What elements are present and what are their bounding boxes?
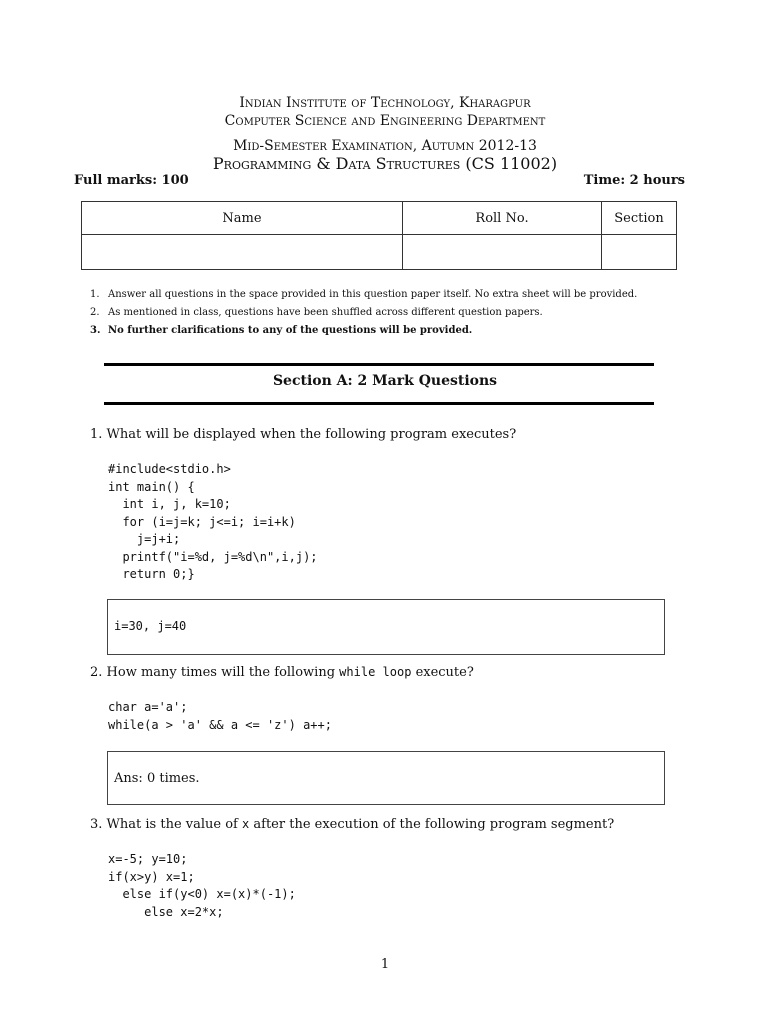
section-title: Section A: 2 Mark Questions (272, 373, 498, 389)
answer-box-2[interactable] (107, 751, 665, 805)
section-field[interactable] (602, 235, 677, 270)
full-marks: Full marks: 100 (74, 173, 189, 188)
answer-2: Ans: 0 times. (114, 771, 200, 786)
institute-name: Indian Institute of Technology, Kharagpur (239, 95, 531, 111)
instructions-list (90, 286, 710, 340)
question-2-code: char a='a'; while(a > 'a' && a <= 'z') a++; (108, 700, 332, 732)
section-rule-bottom (104, 402, 654, 405)
name-header: Name (82, 202, 403, 235)
question-3: 3. What is the value of x after the execution of the following program segment? (90, 817, 615, 832)
department-name: Computer Science and Engineering Department (224, 113, 546, 129)
question-2: 2. How many times will the following while loop execute? (90, 665, 474, 680)
answer-box-1[interactable] (107, 599, 665, 655)
roll-header: Roll No. (403, 202, 602, 235)
instruction-item: 3. No further clarifications to any of the questions will be provided. (90, 325, 473, 336)
question-3-code: x=-5; y=10; if(x>y) x=1; else if(y<0) x=(x)*(-1); else x=2*x; (108, 852, 296, 919)
question-1-code: #include<stdio.h> int main() { int i, j, k=10; for (i=j=k; j<=i; i=i+k) j=j+i; printf("i=%d, j=%d\n",i,j); return 0;} (108, 462, 318, 581)
course-title: Programming & Data Structures (CS 11002) (212, 154, 558, 173)
instruction-item: 1. Answer all questions in the space provided in this question paper itself. No extra sheet will be provided. (90, 289, 638, 300)
question-1: 1. What will be displayed when the following program executes? (90, 427, 517, 442)
instruction-item: 2. As mentioned in class, questions have been shuffled across different question papers. (90, 307, 543, 318)
name-field[interactable] (82, 235, 403, 270)
student-info-table (81, 201, 677, 270)
exam-time: Time: 2 hours (583, 173, 685, 188)
section-rule-top (104, 363, 654, 366)
roll-field[interactable] (403, 235, 602, 270)
section-header: Section (602, 202, 677, 235)
answer-1: i=30, j=40 (114, 619, 187, 633)
page-number: 1 (380, 957, 390, 972)
exam-name: Mid-Semester Examination, Autumn 2012-13 (233, 138, 537, 154)
